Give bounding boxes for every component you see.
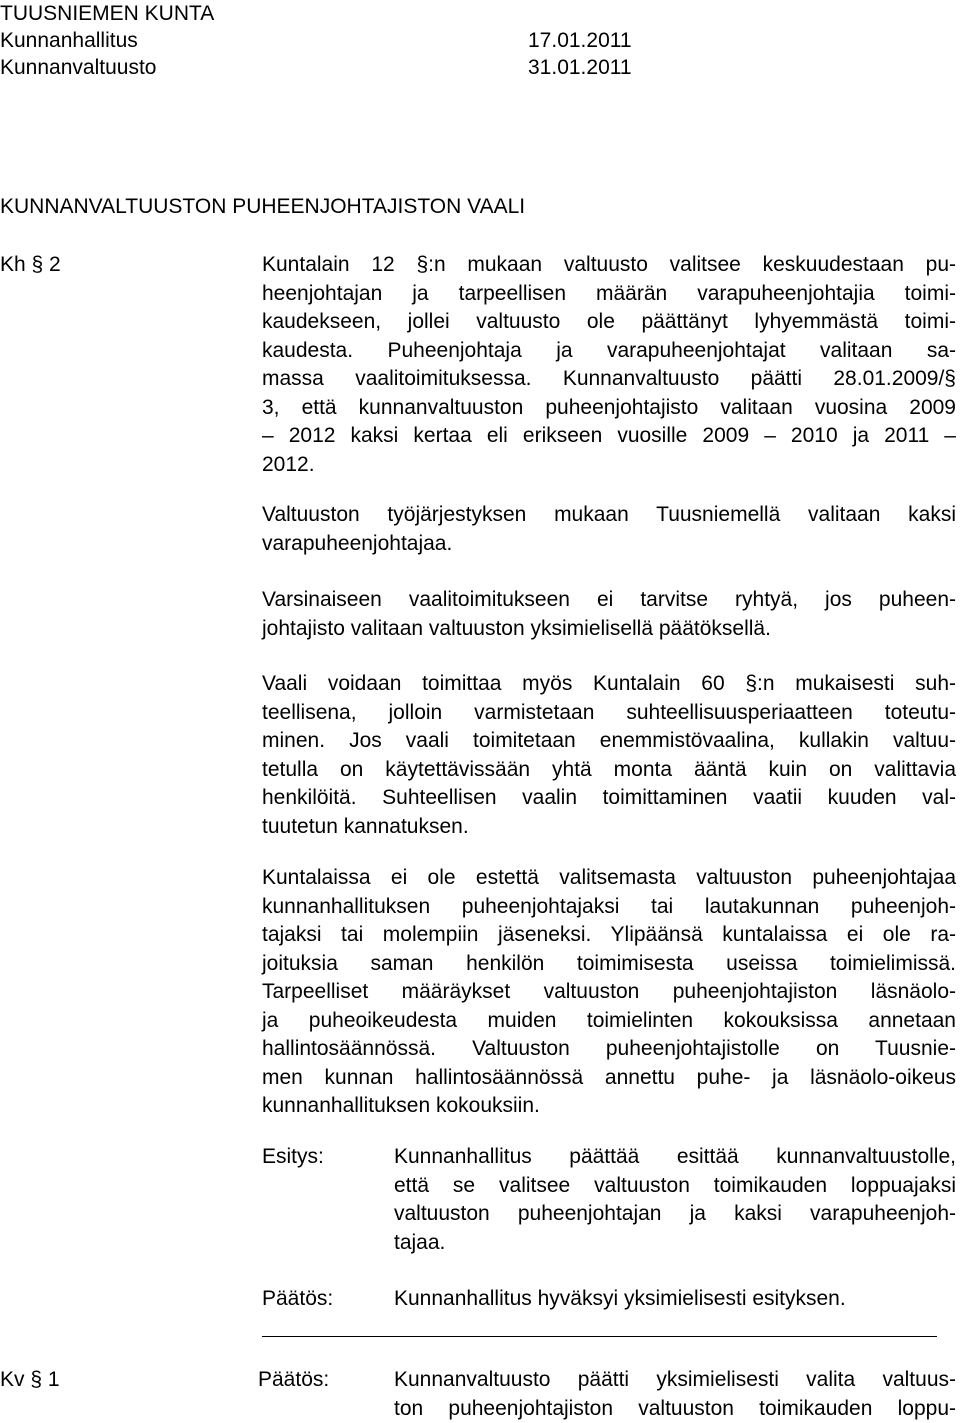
- text-line: Tarpeelliset määräykset valtuuston puheenjohtajiston läsnäolo-: [262, 980, 956, 1003]
- text-line: minen. Jos vaali toimitetaan enemmistövaalina, kullakin valtuu-: [262, 729, 956, 752]
- text-line: Kunnanvaltuusto päätti yksimielisesti valita valtuus-: [394, 1368, 956, 1391]
- text-line: kunnanhallituksen kokouksiin.: [262, 1094, 540, 1117]
- esitys-label: Esitys:: [262, 1145, 324, 1168]
- section-divider: [262, 1336, 937, 1337]
- text-line: massa vaalitoimituksessa. Kunnanvaltuusto päätti 28.01.2009/§: [262, 367, 956, 390]
- text-line: tuutetun kannatuksen.: [262, 814, 469, 838]
- text-line: henkilöitä. Suhteellisen vaalin toimittaminen vaatii kuuden val-: [262, 786, 956, 809]
- text-line: heenjohtajan ja tarpeellisen määrän varapuheenjohtajia toimi-: [262, 281, 956, 305]
- text-line: kunnanhallituksen puheenjohtajaksi tai lautakunnan puheenjoh-: [262, 894, 956, 918]
- text-line: Kuntalain 12 §:n mukaan valtuusto valitsee keskuudestaan pu-: [262, 253, 956, 276]
- text-line: valtuuston puheenjohtajan ja kaksi varapuheenjoh-: [394, 1202, 956, 1225]
- text-line: joituksia saman henkilön toimimisesta useissa toimielimissä.: [262, 951, 956, 975]
- paragraph-3: [262, 586, 956, 643]
- text-line: ja puheoikeudesta muiden toimielinten kokouksissa annetaan: [262, 1008, 956, 1032]
- text-line: 2012.: [262, 452, 315, 476]
- text-line: Vaali voidaan toimittaa myös Kuntalain 60 §:n mukaisesti suh-: [262, 672, 956, 695]
- kv-section-label: Kv § 1: [0, 1368, 60, 1391]
- municipality-name: TUUSNIEMEN KUNTA: [0, 2, 215, 25]
- text-line: Varsinaiseen vaalitoimitukseen ei tarvitse ryhtyä, jos puheen-: [262, 588, 956, 611]
- text-line: tetulla on käytettävissään yhtä monta ääntä kuin on valittavia: [262, 757, 956, 781]
- text-line: kaudekseen, jollei valtuusto ole päättänyt lyhyemmästä toimi-: [262, 310, 956, 333]
- header-date-1: 17.01.2011: [528, 29, 632, 52]
- kv-paatos-text: [394, 1366, 956, 1423]
- kh-paatos-text: Kunnanhallitus hyväksyi yksimielisesti esityksen.: [394, 1287, 846, 1310]
- paragraph-4: [262, 670, 956, 841]
- text-line: Kunnanhallitus päättää esittää kunnanvaltuustolle,: [394, 1145, 956, 1168]
- header-date-2: 31.01.2011: [528, 56, 632, 79]
- esitys-text: [394, 1143, 956, 1257]
- text-line: Valtuuston työjärjestyksen mukaan Tuusniemellä valitaan kaksi: [262, 503, 956, 526]
- kv-paatos-label: Päätös:: [258, 1368, 330, 1391]
- text-line: Kuntalaissa ei ole estettä valitsemasta valtuuston puheenjohtajaa: [262, 866, 956, 889]
- text-line: että se valitsee valtuuston toimikauden loppuajaksi: [394, 1173, 956, 1197]
- text-line: – 2012 kaksi kertaa eli erikseen vuosille 2009 – 2010 ja 2011 –: [262, 424, 956, 447]
- text-line: johtajisto valitaan valtuuston yksimielisellä päätöksellä.: [262, 616, 771, 640]
- text-line: hallintosäännössä. Valtuuston puheenjohtajistolle on Tuusnie-: [262, 1037, 956, 1060]
- text-line: kaudesta. Puheenjohtaja ja varapuheenjohtajat valitaan sa-: [262, 338, 956, 362]
- header-body-label-2: Kunnanvaltuusto: [0, 56, 157, 79]
- paragraph-2: [262, 501, 956, 558]
- text-line: varapuheenjohtajaa.: [262, 531, 453, 555]
- paragraph-5: [262, 864, 956, 1121]
- text-line: ton puheenjohtajiston valtuuston toimikauden loppu-: [394, 1396, 956, 1420]
- kh-paatos-label: Päätös:: [262, 1287, 334, 1310]
- text-line: 3, että kunnanvaltuuston puheenjohtajisto valitaan vuosina 2009: [262, 395, 956, 419]
- text-line: tajaksi tai molempiin jäseneksi. Ylipäänsä kuntalaissa ei ole ra-: [262, 923, 956, 946]
- text-line: men kunnan hallintosäännössä annettu puhe- ja läsnäolo-oikeus: [262, 1065, 956, 1089]
- text-line: tajaa.: [394, 1230, 446, 1254]
- text-line: teellisena, jolloin varmistetaan suhteellisuusperiaatteen toteutu-: [262, 700, 956, 724]
- paragraph-1: [262, 251, 956, 479]
- header-body-label-1: Kunnanhallitus: [0, 29, 138, 52]
- kh-section-label: Kh § 2: [0, 253, 61, 276]
- section-title: KUNNANVALTUUSTON PUHEENJOHTAJISTON VAALI: [0, 195, 526, 218]
